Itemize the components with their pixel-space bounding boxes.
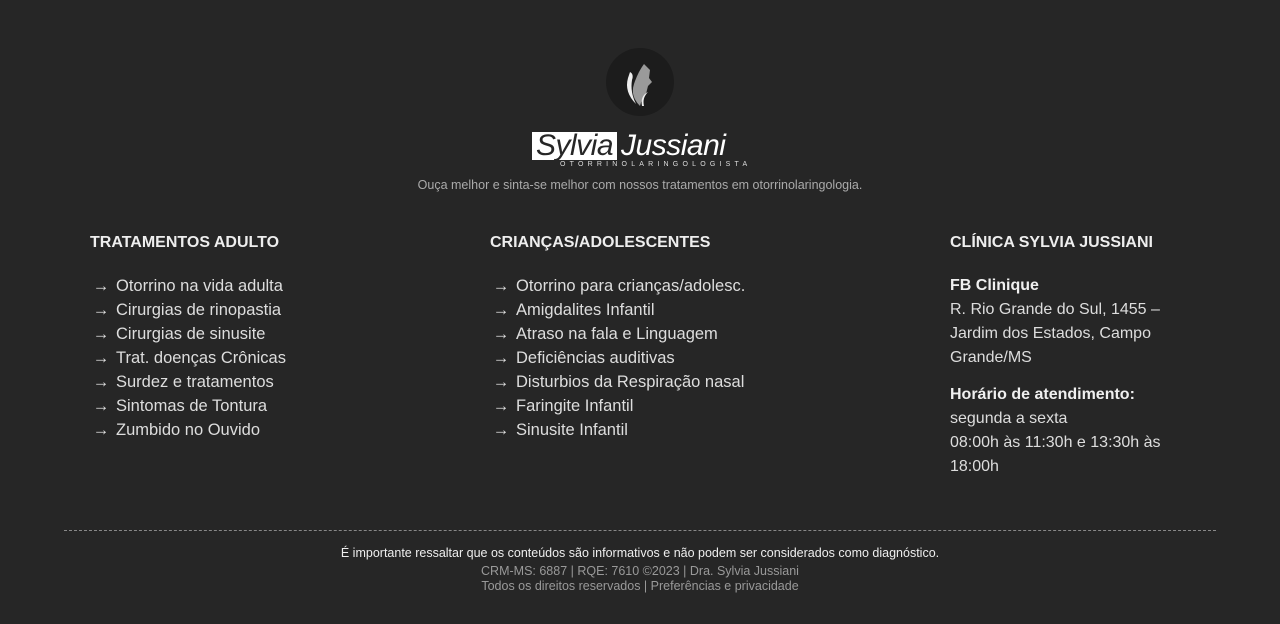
separator: | — [640, 579, 651, 593]
link-label: Surdez e tratamentos — [116, 373, 274, 391]
menu-link[interactable] — [490, 346, 745, 370]
link-label: Sintomas de Tontura — [116, 397, 268, 415]
menu-link[interactable] — [490, 370, 745, 394]
menu-link[interactable] — [90, 322, 286, 346]
arrow-right-icon: → — [92, 301, 110, 319]
divider — [64, 530, 1216, 531]
arrow-right-icon: → — [92, 397, 110, 415]
menu-link[interactable] — [490, 298, 745, 322]
link-label: Deficiências auditivas — [516, 349, 675, 367]
menu-link[interactable] — [90, 418, 286, 442]
menu-link[interactable] — [490, 418, 745, 442]
menu-link[interactable] — [90, 394, 286, 418]
brand-subtitle: OTORRINOLARINGOLOGISTA — [560, 161, 752, 168]
clinic-name: FB Clinique — [950, 277, 1039, 294]
arrow-right-icon: → — [492, 421, 510, 439]
link-label: Amigdalites Infantil — [516, 301, 655, 319]
link-label: Cirurgias de rinopastia — [116, 301, 282, 319]
arrow-right-icon: → — [92, 325, 110, 343]
clinic-column — [950, 234, 1180, 479]
link-label: Trat. doenças Crônicas — [116, 349, 286, 367]
arrow-right-icon: → — [492, 325, 510, 343]
privacy-link[interactable]: Preferências e privacidade — [650, 579, 799, 593]
link-label: Disturbios da Respiração nasal — [516, 373, 745, 391]
arrow-right-icon: → — [92, 373, 110, 391]
clinic-address: R. Rio Grande do Sul, 1455 – Jardim dos Estados, Campo Grande/MS — [950, 301, 1160, 366]
column-title: CLÍNICA SYLVIA JUSSIANI — [950, 234, 1153, 251]
menu-link[interactable] — [490, 274, 745, 298]
logo-icon[interactable] — [606, 48, 674, 116]
link-label: Otorrino para crianças/adolesc. — [516, 277, 746, 295]
tagline: Ouça melhor e sinta-se melhor com nossos tratamentos em otorrinolaringologia. — [417, 178, 863, 192]
link-label: Faringite Infantil — [516, 397, 634, 415]
brand-logo[interactable] — [532, 130, 725, 160]
arrow-right-icon: → — [492, 397, 510, 415]
menu-link[interactable] — [90, 298, 286, 322]
link-label: Atraso na fala e Linguagem — [516, 325, 718, 343]
link-label: Cirurgias de sinusite — [116, 325, 266, 343]
menu-link[interactable] — [90, 370, 286, 394]
brand-first: Sylvia — [532, 132, 617, 160]
menu-link[interactable] — [490, 322, 745, 346]
link-label: Zumbido no Ouvido — [116, 421, 260, 439]
credits: CRM-MS: 6887 | RQE: 7610 ©2023 | Dra. Sylvia Jussiani — [481, 564, 799, 578]
link-label: Sinusite Infantil — [516, 421, 628, 439]
footer-links — [0, 579, 1280, 593]
arrow-right-icon: → — [92, 421, 110, 439]
column-title: TRATAMENTOS ADULTO — [90, 234, 280, 251]
menu-link[interactable] — [90, 274, 286, 298]
hours: 08:00h às 11:30h e 13:30h às 18:00h — [950, 434, 1161, 475]
arrow-right-icon: → — [492, 349, 510, 367]
arrow-right-icon: → — [492, 301, 510, 319]
link-label: Otorrino na vida adulta — [116, 277, 283, 295]
arrow-right-icon: → — [92, 277, 110, 295]
days: segunda a sexta — [950, 410, 1068, 427]
brand-last: Jussiani — [621, 129, 726, 162]
children-column — [490, 234, 745, 442]
menu-link[interactable] — [90, 346, 286, 370]
column-title: CRIANÇAS/ADOLESCENTES — [490, 234, 711, 251]
hours-label: Horário de atendimento: — [950, 386, 1135, 403]
menu-link[interactable] — [490, 394, 745, 418]
adult-treatments-column — [90, 234, 286, 442]
arrow-right-icon: → — [492, 277, 510, 295]
arrow-right-icon: → — [492, 373, 510, 391]
rights-text: Todos os direitos reservados — [481, 579, 641, 593]
arrow-right-icon: → — [92, 349, 110, 367]
disclaimer: É importante ressaltar que os conteúdos são informativos e não podem ser considerados como diagnóstico. — [340, 546, 940, 560]
